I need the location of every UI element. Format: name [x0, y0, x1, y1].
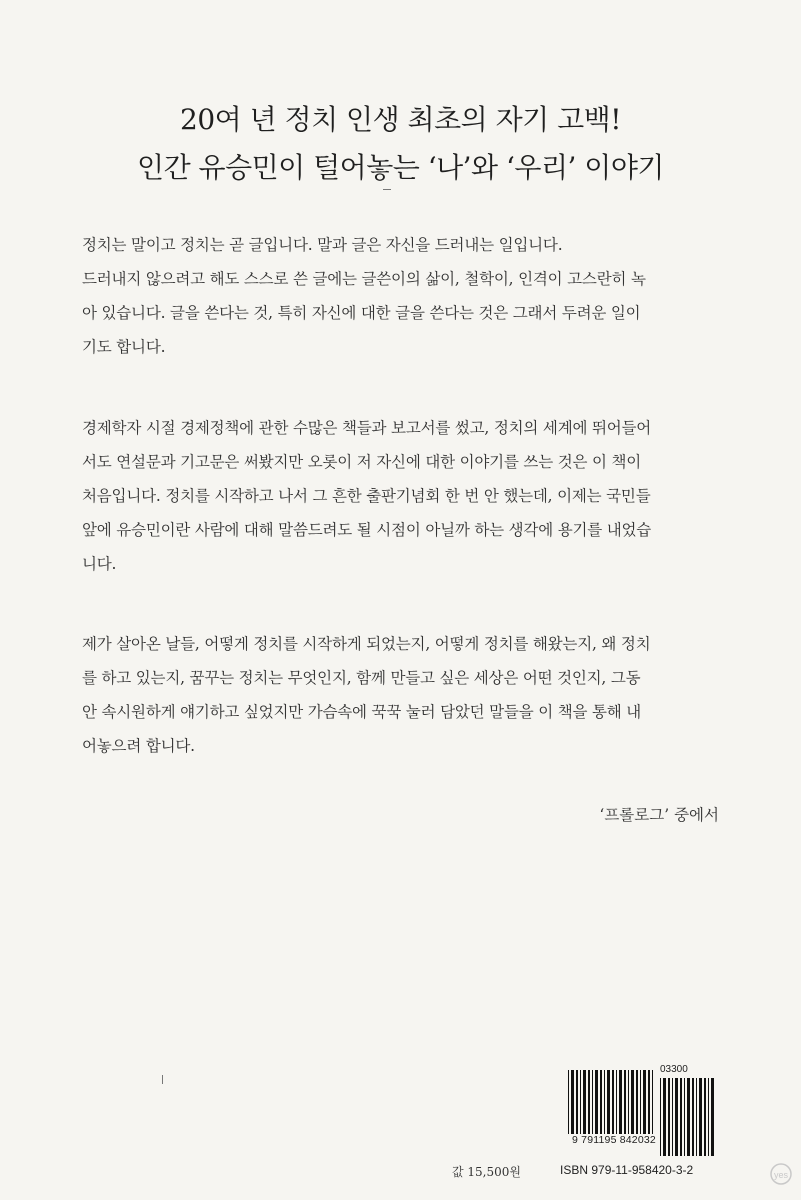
paragraph-line: 앞에 유승민이란 사람에 대해 말씀드려도 될 시점이 아닐까 하는 생각에 용기를 내었습 [82, 521, 652, 539]
paragraph-1 [82, 228, 722, 364]
paragraph-line: 처음입니다. 정치를 시작하고 나서 그 흔한 출판기념회 한 번 안 했는데, 이제는 국민들 [82, 487, 651, 505]
headline [0, 96, 801, 192]
paragraph-line: 경제학자 시절 경제정책에 관한 수많은 책들과 보고서를 썼고, 정치의 세계에 뛰어들어 [82, 419, 652, 437]
paragraph-line: 서도 연설문과 기고문은 써봤지만 오롯이 저 자신에 대한 이야기를 쓰는 것은 이 책이 [82, 453, 642, 471]
paragraph-line: 어놓으려 합니다. [82, 737, 195, 755]
svg-text:yes: yes [773, 1170, 789, 1180]
paragraph-line: 를 하고 있는지, 꿈꾸는 정치는 무엇인지, 함께 만들고 싶은 세상은 어떤 것인지, 그동 [82, 669, 641, 687]
barcode-icon [556, 1064, 719, 1162]
attribution: ‘프롤로그’ 중에서 [599, 806, 719, 824]
paragraph-2 [82, 411, 722, 581]
paragraph-line: 정치는 말이고 정치는 곧 글입니다. 말과 글은 자신을 드러내는 일입니다. [82, 236, 563, 254]
isbn-label: ISBN 979-11-958420-3-2 [560, 1163, 694, 1177]
yes24-watermark-icon [769, 1162, 793, 1186]
tick-mark [162, 1075, 163, 1084]
headline-line-2: 인간 유승민이 털어놓는 ‘나’와 ‘우리’ 이야기 [137, 151, 664, 184]
paragraph-3 [82, 627, 722, 763]
barcode-number: 9 791195 842032 [572, 1134, 656, 1146]
paragraph-line: 제가 살아온 날들, 어떻게 정치를 시작하게 되었는지, 어떻게 정치를 해왔는지, 왜 정치 [82, 635, 651, 653]
headline-underline-mark [383, 189, 391, 190]
paragraph-line: 기도 합니다. [82, 338, 166, 356]
paragraph-line: 드러내지 않으려고 해도 스스로 쓴 글에는 글쓴이의 삶이, 철학이, 인격이 고스란히 녹 [82, 270, 646, 288]
paragraph-line: 니다. [82, 555, 117, 573]
paragraph-line: 안 속시원하게 얘기하고 싶었지만 가슴속에 꾹꾹 눌러 담았던 말들을 이 책을 통해 내 [82, 703, 642, 721]
paragraph-line: 아 있습니다. 글을 쓴다는 것, 특히 자신에 대한 글을 쓴다는 것은 그래서 두려운 일이 [82, 304, 641, 322]
price-label: 값 15,500원 [452, 1165, 521, 1179]
barcode-addon-number: 03300 [660, 1064, 688, 1075]
headline-line-1: 20여 년 정치 인생 최초의 자기 고백! [180, 103, 621, 136]
